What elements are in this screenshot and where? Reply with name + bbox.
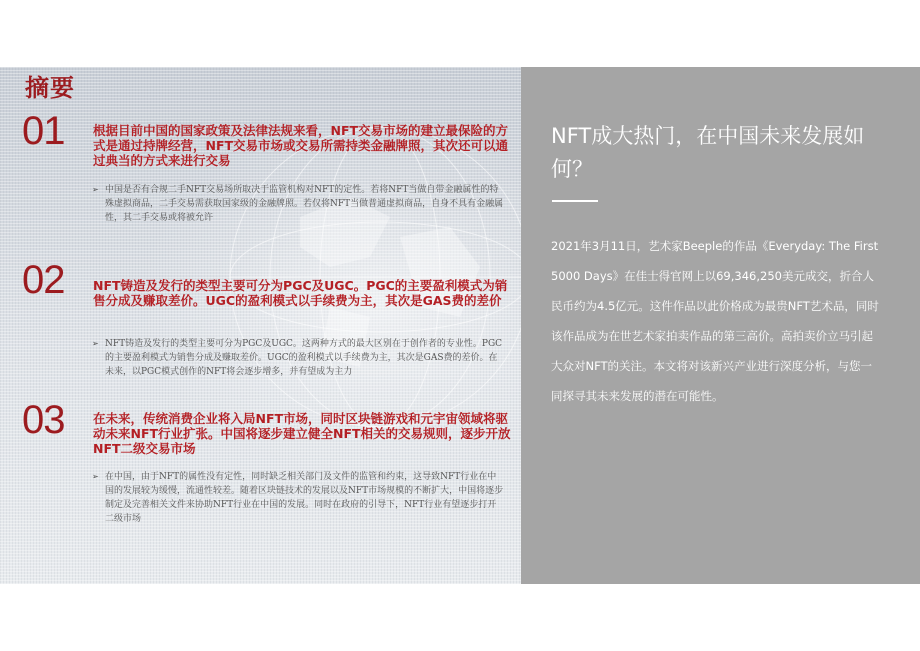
arrow-bullet-icon: ➢ (92, 339, 99, 348)
item-heading-02: NFT铸造及发行的类型主要可分为PGC及UGC。PGC的主要盈利模式为销售分成及赚取差价。UGC的盈利模式以手续费为主，其次是GAS费的差价 (93, 278, 508, 308)
intro-body: 2021年3月11日，艺术家Beeple的作品《Everyday: The First 5000 Days》在佳士得官网上以69,346,250美元成交，折合人民币约为4.5亿元。这件作品以此价格成为最贵NFT艺术品，同时该作品成为在世艺术家拍卖作品的第三高价。高拍卖价立马引起大众对NFT的关注。本文将对该新兴产业进行深度分析，与您一同探寻其未来发展的潜在可能性。 (551, 239, 879, 403)
item-detail-03 (92, 470, 505, 526)
item-number-03: 03 (22, 398, 65, 442)
arrow-bullet-icon: ➢ (92, 472, 99, 481)
item-detail-text-01: 中国是否有合规二手NFT交易场所取决于监管机构对NFT的定性。若将NFT当做自带金融属性的特殊虚拟商品，二手交易需获取国家级的金融牌照。若仅将NFT当做普通虚拟商品，自身不具有金融属性，其二手交易或将被允许 (105, 185, 504, 223)
item-detail-text-03: 在中国，由于NFT的属性没有定性，同时缺乏相关部门及文件的监管和约束，这导致NFT行业在中国的发展较为缓慢，流通性较差。随着区块链技术的发展以及NFT市场规模的不断扩大，中国将逐步制定及完善相关文件来协助NFT行业在中国的发展。同时在政府的引导下，NFT行业有望逐步打开二级市场 (105, 472, 504, 524)
arrow-bullet-icon: ➢ (92, 185, 99, 194)
title-divider (552, 200, 598, 202)
item-detail-text-02: NFT铸造及发行的类型主要可分为PGC及UGC。这两种方式的最大区别在于创作者的专业性。PGC的主要盈利模式为销售分成及赚取差价。UGC的盈利模式以手续费为主，其次是GAS费的差价。在未来，以PGC模式创作的NFT将会逐步增多，并有望成为主力 (105, 339, 503, 377)
item-number-01: 01 (22, 109, 65, 153)
summary-title: 摘要 (25, 74, 75, 102)
item-detail-02 (92, 337, 505, 379)
item-heading-03: 在未来，传统消费企业将入局NFT市场，同时区块链游戏和元宇宙领域将驱动未来NFT行业扩张。中国将逐步建立健全NFT相关的交易规则，逐步开放NFT二级交易市场 (93, 411, 511, 456)
item-detail-01 (92, 183, 505, 225)
item-heading-01: 根据目前中国的国家政策及法律法规来看，NFT交易市场的建立最保险的方式是通过持牌经营，NFT交易市场或交易所需持类金融牌照，其次还可以通过典当的方式来进行交易 (93, 123, 509, 168)
item-number-02: 02 (22, 258, 65, 302)
intro-title: NFT成大热门，在中国未来发展如何？ (551, 124, 865, 181)
